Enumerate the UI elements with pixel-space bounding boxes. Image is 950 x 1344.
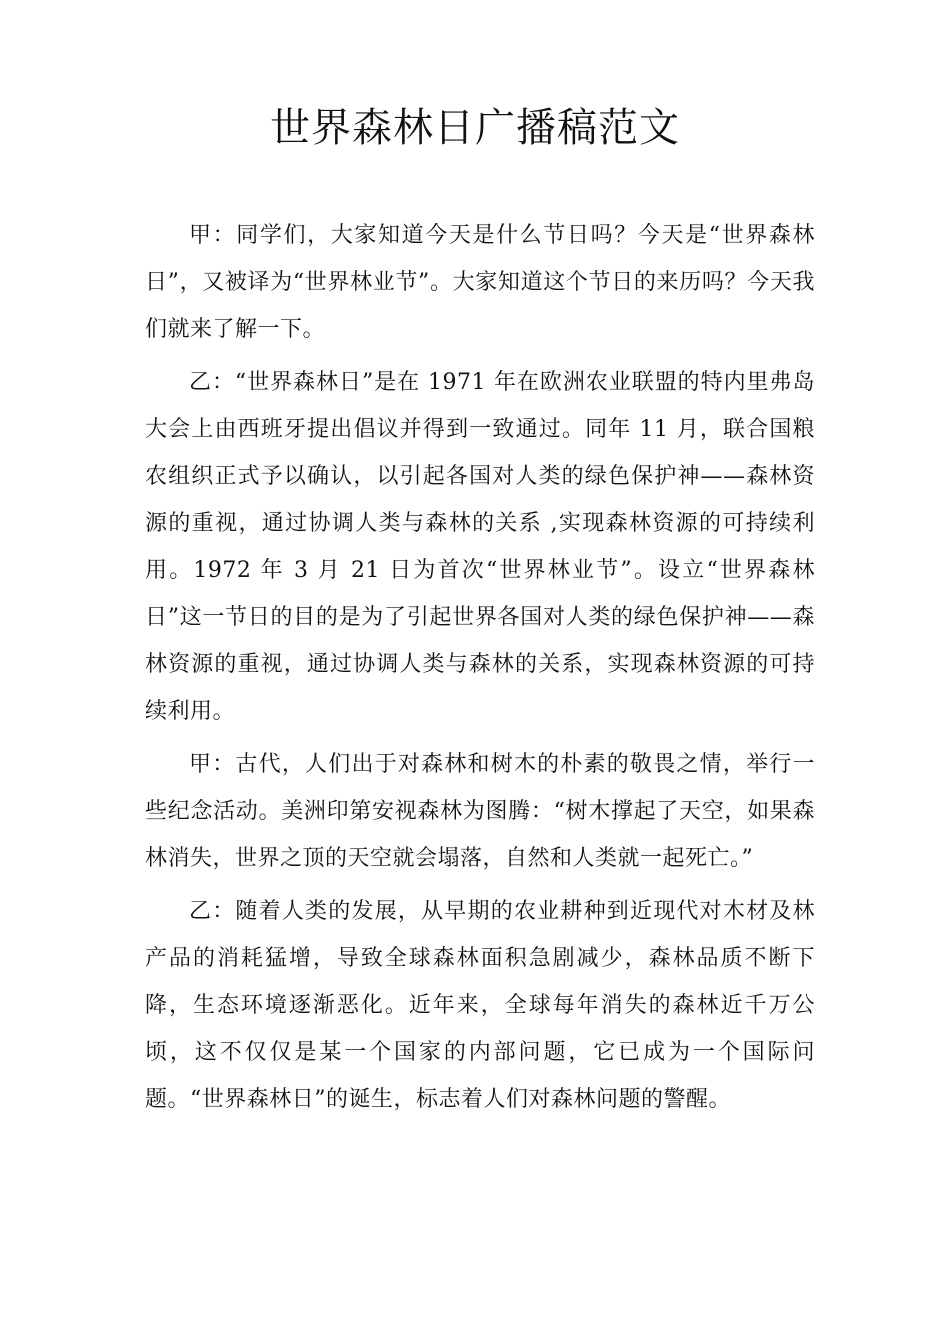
document-title: 世界森林日广播稿范文 <box>270 105 680 151</box>
paragraph-4: 乙：随着人类的发展，从早期的农业耕种到近现代对木材及林产品的消耗猛增，导致全球森林面积急剧减少，森林品质不断下降，生态环境逐渐恶化。近年来，全球每年消失的森林近千万公顷，这不仅仅是某一个国家的内部问题，它已成为一个国际问题。“世界森林日”的诞生，标志着人们对森林问题的警醒。 <box>145 899 815 1112</box>
document-body <box>145 212 815 1129</box>
paragraph-1: 甲：同学们，大家知道今天是什么节日吗？今天是“世界森林日”，又被译为“世界林业节”。大家知道这个节日的来历吗？今天我们就来了解一下。 <box>145 223 815 342</box>
paragraph-3: 甲：古代，人们出于对森林和树木的朴素的敬畏之情，举行一些纪念活动。美洲印第安视森林为图腾：“树木撑起了天空，如果森林消失，世界之顶的天空就会塌落，自然和人类就一起死亡。” <box>145 752 815 871</box>
paragraph-2: 乙：“世界森林日”是在 1971 年在欧洲农业联盟的特内里弗岛大会上由西班牙提出倡议并得到一致通过。同年 11 月，联合国粮农组织正式予以确认，以引起各国对人类的绿色保护神——森林资源的重视，通过协调人类与森林的关系 ,实现森林资源的可持续利用。1972 年 3 月 21 日为首次“世界林业节”。设立“世界森林日”这一节日的目的是为了引起世界各国对人类的绿色保护神——森林资源的重视，通过协调人类与森林的关系，实现森林资源的可持续利用。 <box>145 370 815 724</box>
